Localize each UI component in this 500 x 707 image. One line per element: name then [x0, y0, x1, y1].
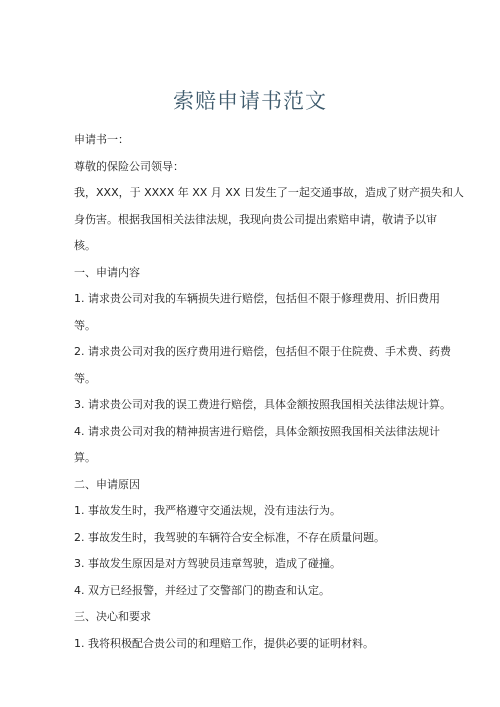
document-line: 等。 — [74, 371, 96, 385]
document-line: 申请书一： — [74, 133, 129, 146]
document-line: 4. 请求贵公司对我的精神损害进行赔偿，具体金额按照我国相关法律法规计 — [74, 424, 440, 438]
section-heading: 三、决心和要求 — [74, 610, 151, 623]
document-line: 2. 事故发生时，我驾驶的车辆符合安全标准，不存在质量问题。 — [74, 530, 385, 544]
document-line: 我，XXX，于 XXXX 年 XX 月 XX 日发生了一起交通事故，造成了财产损失和人 — [74, 186, 464, 199]
document-line: 1. 请求贵公司对我的车辆损失进行赔偿，包括但不限于修理费用、折旧费用 — [74, 292, 440, 305]
document-body — [74, 127, 464, 657]
document-line: 1. 事故发生时，我严格遵守交通法规，没有违法行为。 — [74, 504, 341, 517]
document-line: 2. 请求贵公司对我的医疗费用进行赔偿，包括但不限于住院费、手术费、药费 — [74, 345, 451, 358]
document-line: 1. 我将积极配合贵公司的和理赔工作，提供必要的证明材料。 — [74, 636, 374, 650]
document-line: 身伤害。根据我国相关法律法规，我现向贵公司提出索赔申请，敬请予以审 — [74, 212, 437, 226]
section-heading: 一、申请内容 — [74, 265, 140, 279]
document-line: 等。 — [74, 318, 96, 332]
document-line: 尊敬的保险公司领导： — [74, 159, 184, 173]
section-heading: 二、申请原因 — [74, 477, 140, 491]
document-line: 算。 — [74, 451, 96, 464]
document-line: 3. 请求贵公司对我的误工费进行赔偿，具体金额按照我国相关法律法规计算。 — [74, 398, 451, 411]
document-line: 3. 事故发生原因是对方驾驶员违章驾驶，造成了碰撞。 — [74, 557, 341, 570]
document-line: 4. 双方已经报警，并经过了交警部门的勘查和认定。 — [74, 583, 330, 597]
document-title: 索赔申请书范文 — [173, 89, 327, 113]
document-line: 核。 — [74, 239, 96, 252]
